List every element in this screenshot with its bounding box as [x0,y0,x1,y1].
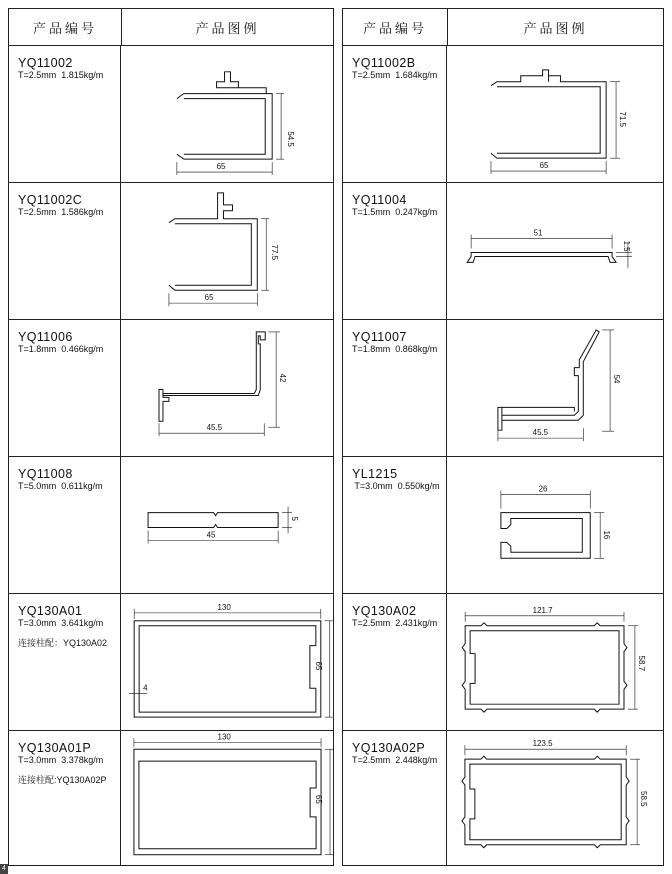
dim-width: 45.5 [532,428,549,438]
right-catalog-table [342,8,664,866]
product-spec: T=1.8mm 0.466kg/m [18,344,104,354]
dim-width: 121.7 [532,605,553,615]
dim-height: 54 [612,374,622,384]
profile-drawing [121,731,333,865]
dim-width: 65 [216,162,226,172]
product-code: YQ11002C [18,193,83,207]
header-product-code: 产品编号 [343,9,448,45]
table-row [9,183,333,320]
profile-drawing [447,457,663,593]
table-row [9,46,333,183]
connector-note: 连接柱配:YQ130A02P [18,775,107,785]
dim-height: 16 [602,530,612,540]
dim-height: 58.5 [639,791,649,807]
dim-width: 45 [206,530,216,540]
page-number: 4 [0,864,8,874]
table-row [343,183,663,320]
product-code: YQ11006 [18,330,73,344]
connector-note: 连接柱配：YQ130A02 [18,638,108,648]
dim-height: 42 [278,373,288,383]
dim-width: 26 [538,484,548,494]
product-spec: T=2.5mm 1.586kg/m [18,207,104,217]
profile-drawing [447,183,663,319]
table-row [343,457,663,594]
profile-drawing [121,183,333,319]
left-catalog-table [8,8,334,866]
product-code: YQ130A02 [352,604,417,618]
product-spec: T=2.5mm 1.684kg/m [352,70,438,80]
product-spec: T=3.0mm 3.378kg/m [18,755,104,765]
profile-drawing [447,731,663,865]
dim-height: 65 [313,661,323,671]
profile-drawing [121,320,333,456]
product-code: YQ11002 [18,56,73,70]
product-code: YQ130A01 [18,604,83,618]
product-code: YQ11004 [352,193,407,207]
dim-width: 45.5 [206,423,223,433]
dim-width: 130 [217,602,231,612]
product-code: YQ11002B [352,56,416,70]
dim-width: 65 [204,293,214,303]
table-row [9,594,333,731]
dim-height: 77.5 [270,244,280,261]
table-row [343,731,663,865]
dim-width: 65 [539,161,549,171]
dim-width: 51 [533,228,543,238]
product-code: YQ130A01P [18,741,92,755]
product-code: YQ11007 [352,330,407,344]
profile-drawing [121,457,333,593]
product-code: YQ11008 [18,467,73,481]
dim-width: 123.5 [532,739,553,749]
product-spec: T=3.0mm 3.641kg/m [18,618,104,628]
header-product-figure: 产品图例 [523,21,588,37]
profile-drawing [121,46,333,182]
product-spec: T=1.5mm 0.247kg/m [352,207,438,217]
profile-drawing [447,320,663,456]
product-spec: T=1.8mm 0.868kg/m [352,344,438,354]
dim-width: 130 [217,732,231,742]
table-row [9,320,333,457]
table-row [343,320,663,457]
dim-height: 58.7 [636,655,646,672]
table-header [9,9,333,46]
product-code: YL1215 [352,467,398,481]
product-spec: T=3.0mm 0.550kg/m [352,481,440,491]
dim-height: 65 [314,795,324,804]
dim-height: 71.5 [618,111,628,127]
header-product-code: 产品编号 [9,9,122,45]
profile-drawing [121,594,333,730]
dim-height: 5 [290,516,300,521]
product-spec: T=5.0mm 0.611kg/m [18,481,103,491]
dim-wall: 4 [143,683,148,693]
table-header [343,9,663,46]
product-code: YQ130A02P [352,741,426,755]
product-spec: T=2.5mm 2.448kg/m [352,755,438,765]
product-spec: T=2.5mm 2.431kg/m [352,618,438,628]
table-row [343,594,663,731]
table-row [9,731,333,865]
profile-drawing [447,46,663,182]
table-row [9,457,333,594]
dim-height: 1.5 [621,240,631,252]
table-row [343,46,663,183]
product-spec: T=2.5mm 1.815kg/m [18,70,104,80]
header-product-figure: 产品图例 [195,21,260,37]
dim-height: 54.5 [286,131,296,147]
profile-drawing [447,594,663,730]
